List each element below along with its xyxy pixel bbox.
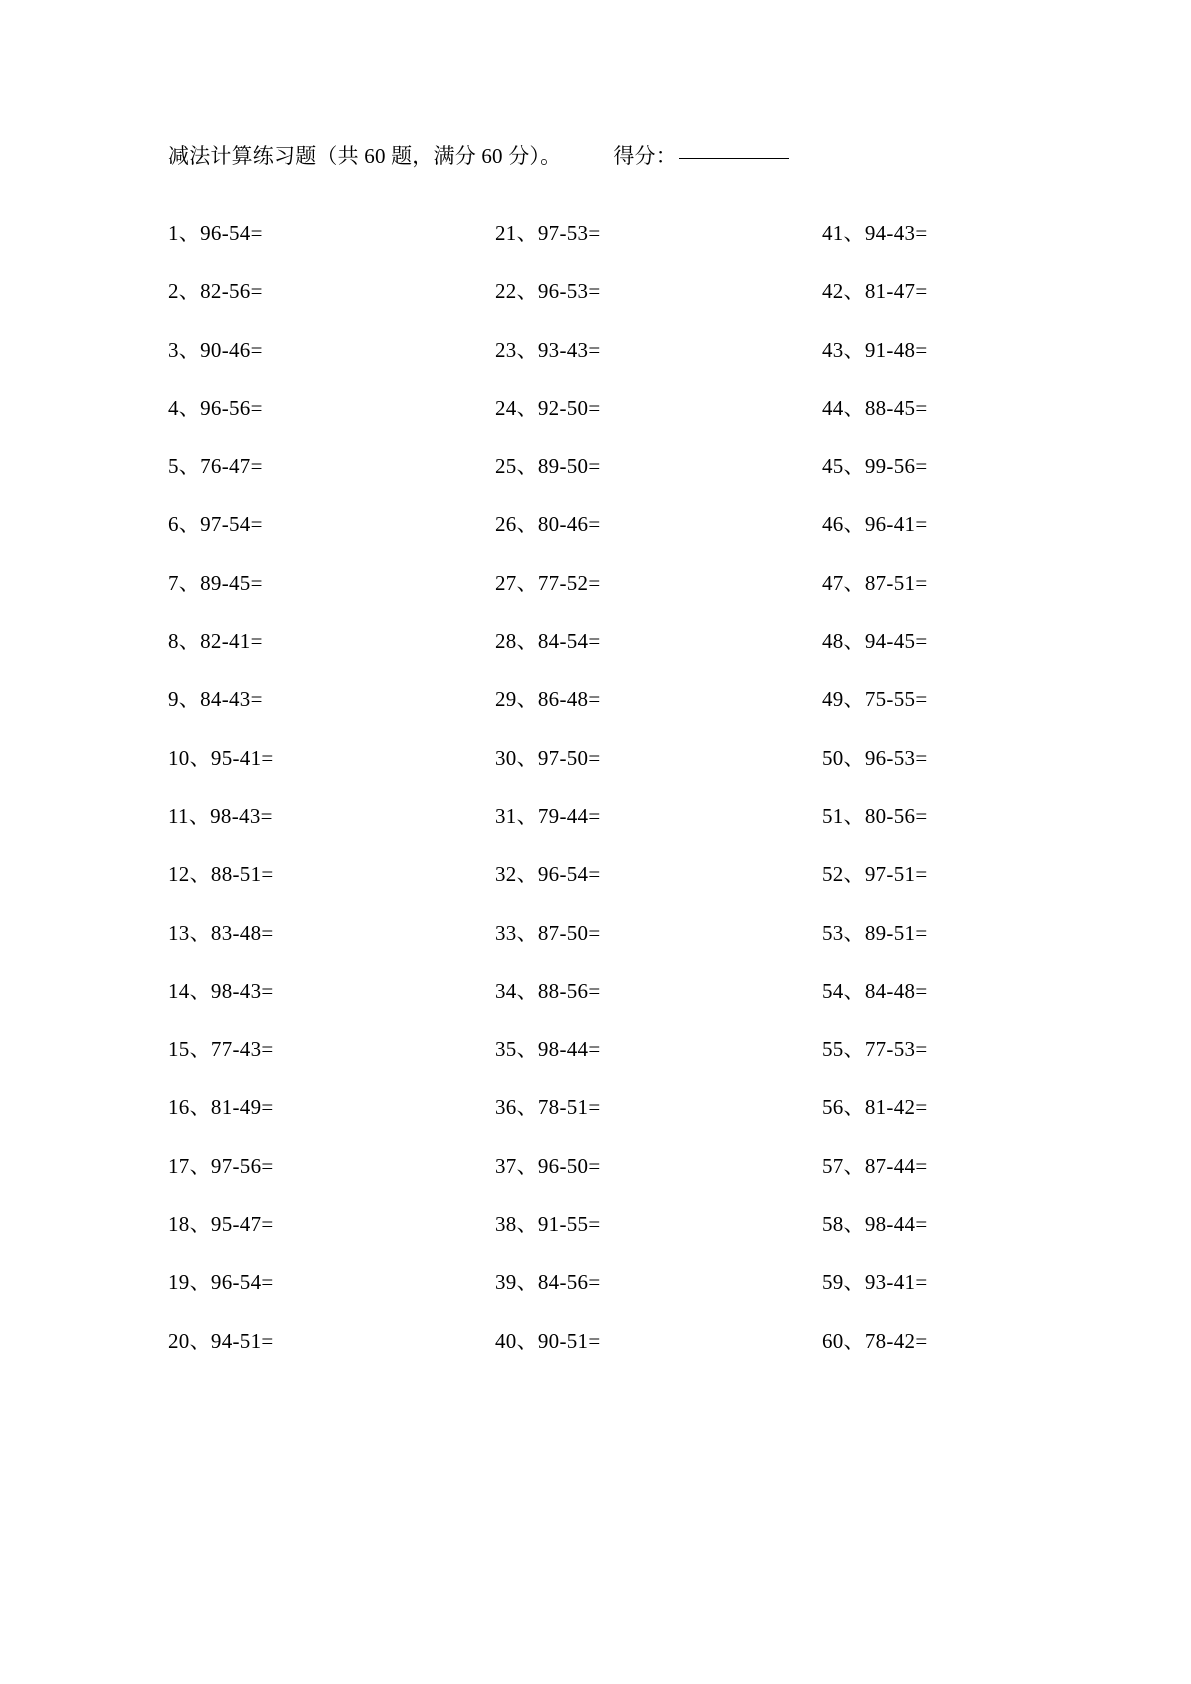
problem-item: 4、96-56= [168, 395, 263, 420]
problem-item: 58、98-44= [821, 1212, 928, 1237]
problem-item: 30、97-50= [494, 745, 601, 770]
problem-item: 24、92-50= [494, 395, 601, 420]
problem-column-3 [750, 204, 1041, 1370]
problem-item: 5、76-47= [168, 454, 263, 479]
problem-item: 50、96-53= [821, 745, 928, 770]
problem-item: 3、90-46= [168, 337, 263, 362]
problem-item: 2、82-56= [168, 279, 263, 304]
problem-item: 26、80-46= [494, 512, 601, 537]
problem-item: 7、89-45= [168, 570, 263, 595]
problem-item: 41、94-43= [821, 221, 928, 245]
problem-item: 20、94-51= [168, 1328, 274, 1353]
problem-item: 25、89-50= [494, 454, 601, 479]
worksheet-header [168, 140, 1041, 170]
problem-item: 53、89-51= [821, 920, 928, 945]
problem-item: 11、98-43= [168, 803, 273, 828]
problem-item: 54、84-48= [821, 978, 928, 1003]
problem-item: 56、81-42= [821, 1095, 928, 1120]
problem-item: 9、84-43= [168, 687, 263, 712]
score-blank-line[interactable] [679, 157, 789, 159]
problem-item: 27、77-52= [494, 570, 601, 595]
problem-item: 28、84-54= [494, 629, 601, 654]
problem-item: 59、93-41= [821, 1270, 928, 1295]
problem-item: 6、97-54= [168, 512, 263, 537]
problem-item: 36、78-51= [494, 1095, 601, 1120]
problem-item: 8、82-41= [168, 629, 263, 654]
problem-column-2 [459, 204, 750, 1370]
problem-item: 60、78-42= [821, 1328, 928, 1353]
problem-item: 16、81-49= [168, 1095, 274, 1120]
problem-columns [168, 204, 1041, 1370]
problem-item: 32、96-54= [494, 862, 601, 887]
problem-item: 45、99-56= [821, 454, 928, 479]
problem-item: 48、94-45= [821, 629, 928, 654]
problem-column-1 [168, 204, 459, 1370]
problem-item: 1、96-54= [168, 221, 263, 245]
score-label: 得分： [613, 144, 677, 168]
problem-item: 42、81-47= [821, 279, 928, 304]
problem-item: 18、95-47= [168, 1212, 274, 1237]
problem-item: 52、97-51= [821, 862, 928, 887]
problem-item: 47、87-51= [821, 570, 928, 595]
problem-item: 19、96-54= [168, 1270, 274, 1295]
problem-item: 21、97-53= [494, 221, 601, 245]
problem-item: 51、80-56= [821, 803, 928, 828]
problem-item: 57、87-44= [821, 1153, 928, 1178]
problem-item: 23、93-43= [494, 337, 601, 362]
problem-item: 14、98-43= [168, 978, 274, 1003]
problem-item: 49、75-55= [821, 687, 928, 712]
problem-item: 31、79-44= [494, 803, 601, 828]
problem-item: 17、97-56= [168, 1153, 274, 1178]
problem-item: 44、88-45= [821, 395, 928, 420]
problem-item: 12、88-51= [168, 862, 274, 887]
problem-item: 46、96-41= [821, 512, 928, 537]
problem-item: 43、91-48= [821, 337, 928, 362]
problem-item: 55、77-53= [821, 1037, 928, 1062]
problem-item: 38、91-55= [494, 1212, 601, 1237]
problem-item: 33、87-50= [494, 920, 601, 945]
problem-item: 22、96-53= [494, 279, 601, 304]
problem-item: 39、84-56= [494, 1270, 601, 1295]
problem-item: 34、88-56= [494, 978, 601, 1003]
problem-item: 40、90-51= [494, 1328, 601, 1353]
problem-item: 37、96-50= [494, 1153, 601, 1178]
problem-item: 35、98-44= [494, 1037, 601, 1062]
problem-item: 15、77-43= [168, 1037, 274, 1062]
problem-item: 13、83-48= [168, 920, 274, 945]
page-title: 减法计算练习题（共 60 题，满分 60 分）。 [168, 144, 562, 168]
problem-item: 10、95-41= [168, 745, 274, 770]
problem-item: 29、86-48= [494, 687, 601, 712]
